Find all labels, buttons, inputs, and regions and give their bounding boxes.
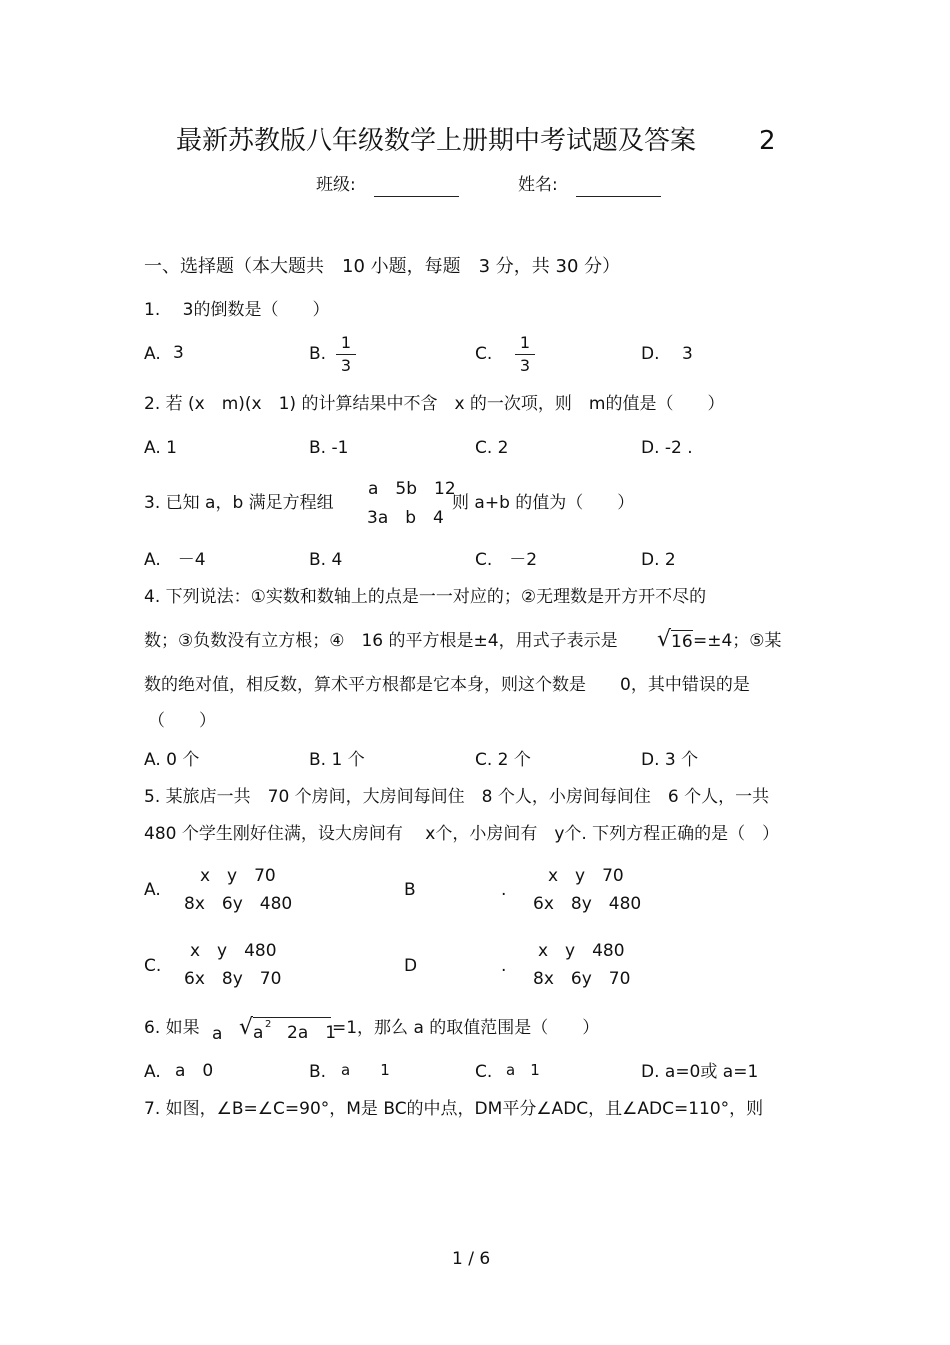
q4-option-c: C. 2 个	[475, 750, 531, 770]
page-title: 最新苏教版八年级数学上册期中考试题及答案	[176, 126, 697, 156]
q5-option-c-eq1: x y 480	[190, 941, 277, 961]
q3-option-a: A. －4	[144, 550, 206, 570]
q4-radicand: 16	[671, 632, 693, 652]
q1-option-b-label: B.	[309, 344, 327, 364]
q5-option-a-label: A.	[144, 880, 161, 900]
q1-stem: 1. 3的倒数是（ ）	[144, 300, 330, 320]
q3-option-b: B. 4	[309, 550, 343, 570]
q4-line-1: 4. 下列说法：①实数和数轴上的点是一一对应的；②无理数是开方开不尽的	[144, 587, 707, 607]
page-title-number: 2	[759, 126, 776, 156]
q2-option-a: A. 1	[144, 438, 177, 458]
q4-option-d: D. 3 个	[641, 750, 699, 770]
q1-option-c-fraction	[515, 335, 535, 374]
q5-option-b-eq2: 6x 8y 480	[533, 894, 642, 914]
q2-option-b: B. -1	[309, 438, 349, 458]
class-label: 班级:	[316, 175, 356, 195]
q4-line-2-pre: 数；③负数没有立方根；④ 16 的平方根是±4，用式子表示是	[144, 631, 618, 651]
name-label: 姓名:	[518, 175, 558, 195]
q4-line-2-post: =±4；⑤某	[693, 631, 782, 651]
name-field[interactable]	[576, 195, 661, 197]
page-number: 1 / 6	[452, 1249, 491, 1269]
q1-option-b-fraction	[336, 335, 356, 374]
q5-option-b-label: B	[404, 880, 416, 900]
q6-option-a-label: A.	[144, 1062, 161, 1082]
q6-prefix: 6. 如果	[144, 1018, 200, 1038]
q6-option-b-label: B.	[309, 1062, 327, 1082]
q2-option-c: C. 2	[475, 438, 509, 458]
q3-option-c: C. －2	[475, 550, 538, 570]
fraction-numerator: 1	[340, 333, 352, 352]
q5-option-d-label: D	[404, 956, 418, 976]
q5-line-2: 480 个学生刚好住满，设大房间有 x个，小房间有 y个. 下列方程正确的是（ ）	[144, 824, 780, 844]
section-heading: 一、选择题（本大题共 10 小题，每题 3 分，共 30 分）	[144, 256, 621, 277]
q5-option-d-dot: .	[501, 956, 507, 976]
q5-option-b-eq1: x y 70	[548, 866, 624, 886]
q1-option-a-label: A.	[144, 344, 161, 364]
q6-radicand-rest: 2a 1	[287, 1023, 337, 1043]
q1-option-d-label: D.	[641, 344, 660, 364]
radical-bar	[671, 630, 693, 631]
q6-variable-a: a	[212, 1024, 223, 1044]
q5-option-d-eq2: 8x 6y 70	[533, 969, 631, 989]
fraction-denominator: 3	[340, 356, 352, 375]
q3-prefix: 3. 已知 a，b 满足方程组	[144, 493, 334, 513]
sqrt-icon: √	[239, 1015, 254, 1040]
q3-equation-1: a 5b 12	[368, 479, 456, 499]
q6-option-c-value: a 1	[506, 1061, 540, 1079]
q4-option-a: A. 0 个	[144, 750, 200, 770]
q6-option-b-value: a 1	[341, 1061, 390, 1079]
q4-line-3: 数的绝对值，相反数，算术平方根都是它本身，则这个数是 0，其中错误的是	[144, 675, 750, 695]
q2-option-d: D. -2 .	[641, 438, 693, 458]
sqrt-icon: √	[657, 627, 672, 652]
q5-option-c-eq2: 6x 8y 70	[184, 969, 282, 989]
fraction-numerator: 1	[519, 333, 531, 352]
q5-option-d-eq1: x y 480	[538, 941, 625, 961]
q3-option-d: D. 2	[641, 550, 676, 570]
q2-stem: 2. 若 (x m)(x 1) 的计算结果中不含 x 的一次项，则 m的值是（ ）	[144, 394, 725, 414]
q5-option-a-eq1: x y 70	[200, 866, 276, 886]
fraction-denominator: 3	[519, 356, 531, 375]
q6-option-d: D. a=0或 a=1	[641, 1062, 759, 1082]
q1-option-c-label: C.	[475, 344, 493, 364]
q4-line-4: （ ）	[148, 711, 216, 731]
q5-option-a-eq2: 8x 6y 480	[184, 894, 293, 914]
q1-option-d-value: 3	[682, 344, 693, 364]
q5-line-1: 5. 某旅店一共 70 个房间，大房间每间住 8 个人，小房间每间住 6 个人，一共	[144, 787, 770, 807]
class-field[interactable]	[374, 195, 459, 197]
q6-suffix: =1，那么 a 的取值范围是（ ）	[332, 1018, 600, 1038]
q6-exponent: 2	[265, 1019, 272, 1030]
q3-suffix: 则 a+b 的值为（ ）	[452, 493, 635, 513]
q4-option-b: B. 1 个	[309, 750, 365, 770]
q3-equation-2: 3a b 4	[367, 508, 444, 528]
q6-option-a-value: a 0	[175, 1061, 214, 1081]
q6-option-c-label: C.	[475, 1062, 493, 1082]
radical-bar	[253, 1017, 331, 1018]
q7-line-1: 7. 如图，∠B=∠C=90°，M是 BC的中点，DM平分∠ADC，且∠ADC=110°，则	[144, 1099, 764, 1119]
q1-option-a-value: 3	[173, 343, 184, 363]
q5-option-c-label: C.	[144, 956, 162, 976]
q5-option-b-dot: .	[501, 880, 507, 900]
q6-radicand-a: a	[253, 1023, 264, 1043]
